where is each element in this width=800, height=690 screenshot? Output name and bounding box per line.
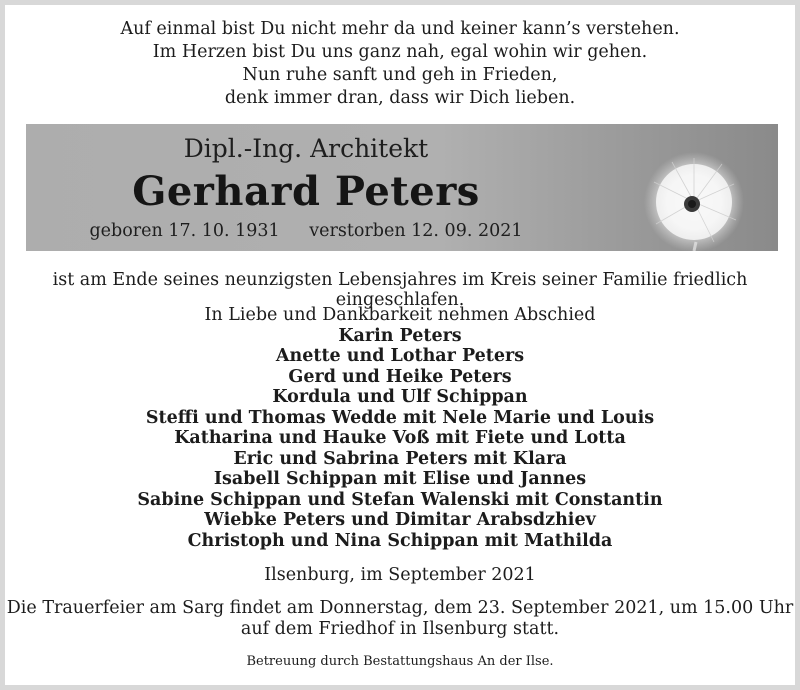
birth-date: geboren 17. 10. 1931 [89, 221, 280, 241]
professional-title: Dipl.-Ing. Architekt [183, 134, 429, 163]
family-member: Anette und Lothar Peters [275, 346, 525, 366]
family-lead: In Liebe und Dankbarkeit nehmen Abschied [204, 305, 596, 325]
family-member: Isabell Schippan mit Elise und Jannes [213, 469, 587, 489]
family-member: Steffi und Thomas Wedde mit Nele Marie und Louis [145, 407, 655, 428]
place-date: Ilsenburg, im September 2021 [264, 565, 536, 585]
family-member: Karin Peters [338, 325, 462, 346]
funeral-home-credit: Betreuung durch Bestattungshaus An der Ilse. [246, 654, 554, 669]
family-member: Wiebke Peters und Dimitar Arabsdzhiev [204, 510, 596, 530]
poem-line: Im Herzen bist Du uns ganz nah, egal wohin wir gehen. [152, 42, 648, 62]
life-dates [26, 221, 586, 241]
family-list [0, 305, 800, 551]
funeral-service-info [0, 598, 800, 640]
deceased-name: Gerhard Peters [132, 168, 480, 215]
poem-line: denk immer dran, dass wir Dich lieben. [224, 88, 576, 108]
name-band [26, 124, 778, 251]
poem-line: Auf einmal bist Du nicht mehr da und keiner kann’s verstehen. [120, 19, 680, 39]
service-line: Die Trauerfeier am Sarg findet am Donnerstag, dem 23. September 2021, um 15.00 Uhr [6, 598, 794, 618]
family-member: Gerd und Heike Peters [288, 366, 512, 387]
intro-text: ist am Ende seines neunzigsten Lebensjahres im Kreis seiner Familie friedlich eingeschlafen. [52, 270, 748, 310]
service-line: auf dem Friedhof in Ilsenburg statt. [240, 619, 560, 639]
death-date: verstorben 12. 09. 2021 [309, 221, 523, 241]
poem-line: Nun ruhe sanft und geh in Frieden, [242, 65, 558, 85]
family-member: Eric und Sabrina Peters mit Klara [233, 448, 567, 469]
family-member: Katharina und Hauke Voß mit Fiete und Lotta [174, 428, 626, 448]
dandelion-image [626, 124, 778, 251]
family-member: Christoph und Nina Schippan mit Mathilda [187, 530, 613, 551]
family-member: Kordula und Ulf Schippan [272, 387, 528, 407]
poem [0, 18, 800, 110]
family-member: Sabine Schippan und Stefan Walenski mit Constantin [137, 489, 663, 510]
